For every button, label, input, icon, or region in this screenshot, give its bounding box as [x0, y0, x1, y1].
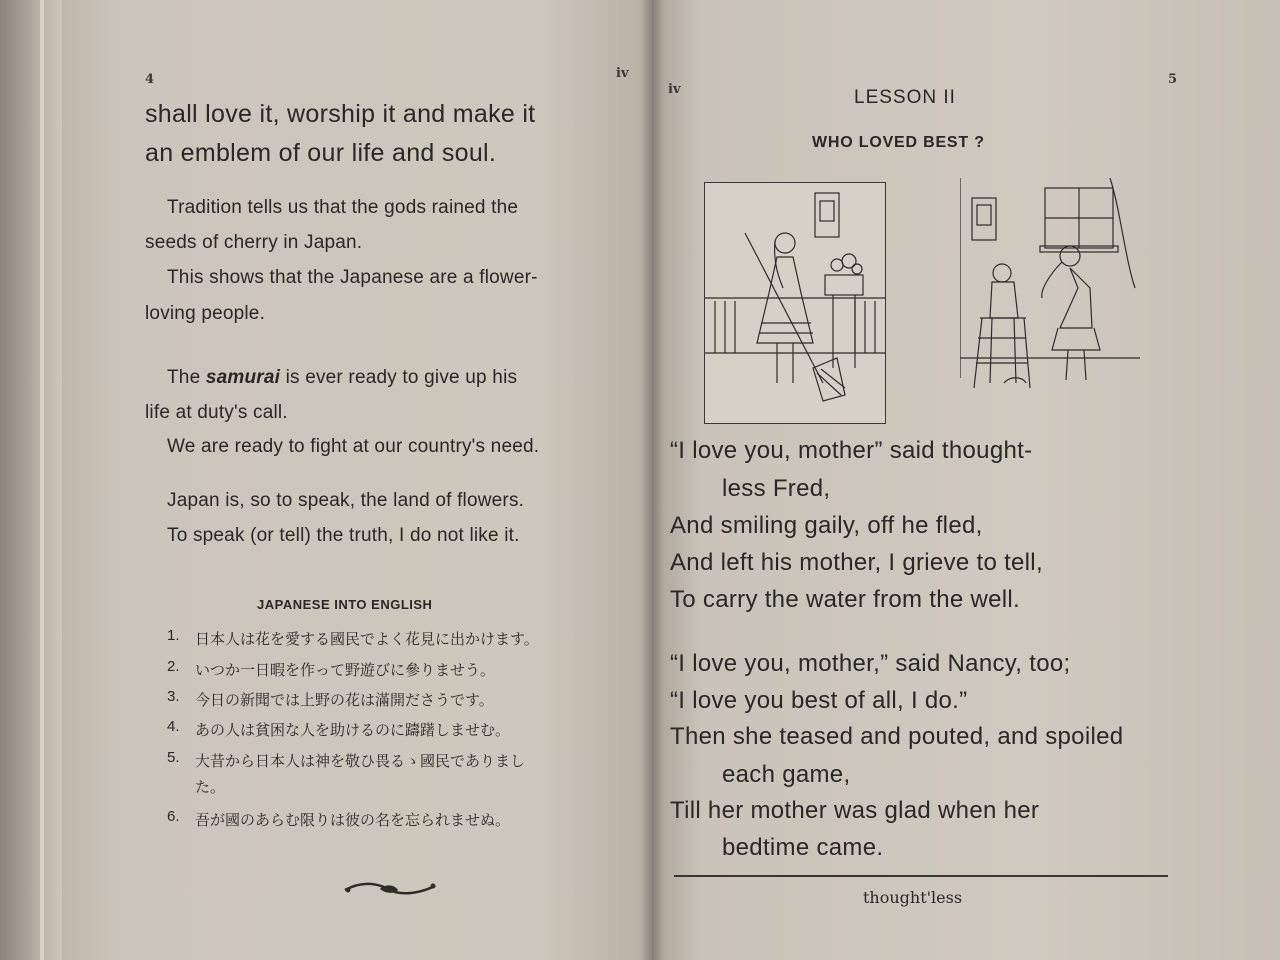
- left-page: [62, 0, 652, 960]
- paragraph1-line-1: Tradition tells us that the gods rained the: [167, 197, 519, 218]
- right-page: [652, 0, 1280, 960]
- stanza2-line-3: Then she teased and pouted, and spoiled: [670, 723, 1124, 750]
- exercise-2-text: いつか一日暇を作って野遊びに參りませう。: [195, 661, 496, 679]
- stanza2-line-5: Till her mother was glad when her: [670, 797, 1040, 824]
- lesson-title: WHO LOVED BEST ?: [812, 134, 985, 151]
- stanza2-line-6: bedtime came.: [722, 834, 884, 861]
- paragraph1-line-3: This shows that the Japanese are a flower-: [167, 267, 538, 288]
- exercise-3-text: 今日の新聞では上野の花は滿開ださうです。: [195, 691, 494, 709]
- left-page-number: 4: [145, 72, 155, 87]
- stanza1-line-2: less Fred,: [722, 475, 831, 502]
- left-running-head: iv: [616, 66, 629, 81]
- paragraph2-line-2: life at duty's call.: [145, 402, 288, 423]
- exercise-4-number: 4.: [167, 718, 180, 735]
- paragraph2-line-1: The samurai is ever ready to give up his: [167, 367, 518, 388]
- stanza2-line-2: “I love you best of all, I do.”: [670, 687, 968, 714]
- exercise-1-text: 日本人は花を愛する國民でよく花見に出かけます。: [195, 630, 539, 648]
- illustration-boy-and-mother: [960, 178, 1140, 394]
- stanza1-line-5: To carry the water from the well.: [670, 586, 1021, 613]
- lesson-heading: LESSON II: [854, 87, 956, 108]
- stanza1-line-1: “I love you, mother” said thought-: [670, 437, 1033, 464]
- right-running-head: iv: [668, 82, 681, 97]
- illustration-girl-sweeping: [704, 182, 886, 424]
- exercise-1-number: 1.: [167, 627, 180, 644]
- stanza1-line-3: And smiling gaily, off he fled,: [670, 512, 983, 539]
- exercise-heading: JAPANESE INTO ENGLISH: [257, 597, 433, 612]
- paragraph1-line-4: loving people.: [145, 303, 266, 324]
- exercise-3-number: 3.: [167, 688, 180, 705]
- samurai-word: samurai: [205, 367, 281, 388]
- exercise-4-text: あの人は貧困な人を助けるのに躊躇しませむ。: [195, 721, 511, 739]
- exercise-5-continuation: た。: [195, 778, 226, 796]
- paragraph2-line-3: We are ready to fight at our country's need.: [167, 436, 540, 457]
- exercise-6-text: 吾が國のあらむ限りは彼の名を忘られませぬ。: [195, 811, 511, 829]
- paragraph1-line-2: seeds of cherry in Japan.: [145, 232, 363, 253]
- stanza1-line-4: And left his mother, I grieve to tell,: [670, 549, 1043, 576]
- ornament-icon: [340, 878, 440, 900]
- stanza2-line-4: each game,: [722, 761, 851, 788]
- book-cover-edge: [0, 0, 62, 960]
- exercise-5-number: 5.: [167, 749, 180, 766]
- paragraph3-line-2: To speak (or tell) the truth, I do not like it.: [167, 525, 520, 546]
- exercise-5-text: 大昔から日本人は神を敬ひ畏るゝ國民でありまし: [195, 752, 526, 770]
- right-page-number: 5: [1168, 72, 1178, 87]
- intro-line-1: shall love it, worship it and make it: [145, 100, 536, 128]
- stanza2-line-1: “I love you, mother,” said Nancy, too;: [670, 650, 1071, 677]
- exercise-2-number: 2.: [167, 658, 180, 675]
- book-gutter: [640, 0, 664, 960]
- exercise-6-number: 6.: [167, 808, 180, 825]
- footnote: thought'less: [863, 888, 963, 907]
- paragraph3-line-1: Japan is, so to speak, the land of flowers.: [167, 490, 525, 511]
- footnote-rule: [674, 875, 1168, 877]
- intro-line-2: an emblem of our life and soul.: [145, 139, 497, 167]
